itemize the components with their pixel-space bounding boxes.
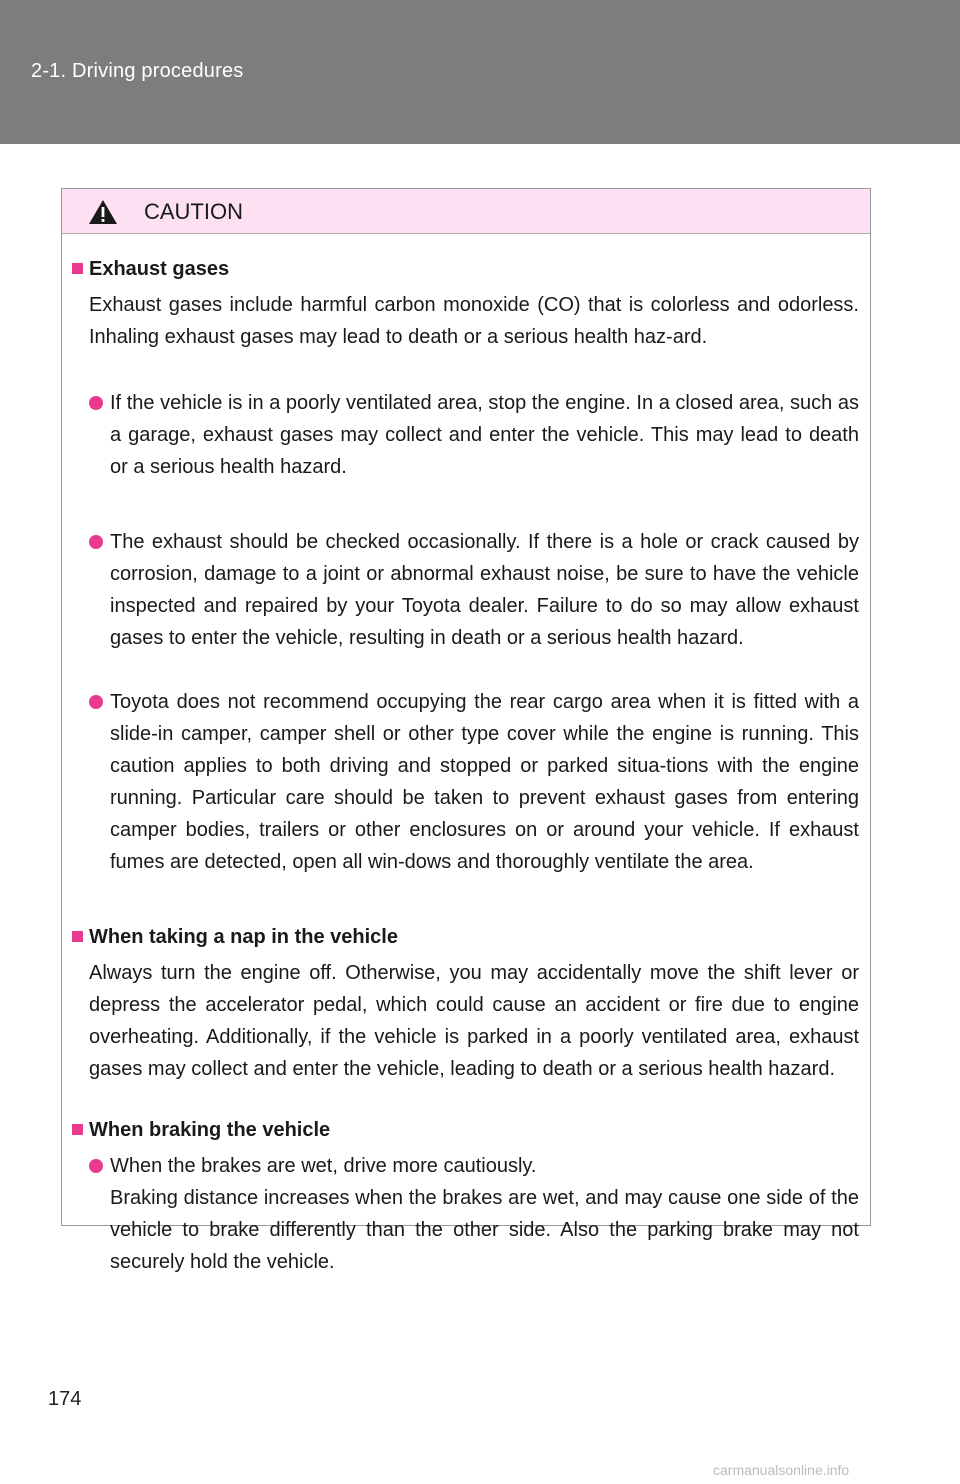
section-heading-braking: When braking the vehicle — [89, 1119, 331, 1141]
section-heading-exhaust: Exhaust gases — [89, 258, 230, 280]
bullet-braking-detail: Braking distance increases when the brakes are wet, and may cause one side of the vehicle to brake differently than the other side. Also the parking brake may not securely hold the vehicle. — [110, 1187, 859, 1273]
bullet-dot-icon — [89, 396, 103, 410]
bullet-dot-icon — [89, 535, 103, 549]
warning-triangle-icon — [88, 199, 118, 225]
bullet-exhaust-1: If the vehicle is in a poorly ventilated area, stop the engine. In a closed area, such as a garage, exhaust gases may collect and enter the vehicle. This may lead to death or a serious health hazard. — [110, 392, 859, 478]
section-title: 2-1. Driving procedures — [31, 60, 244, 82]
caution-header — [62, 189, 870, 234]
caution-box — [61, 188, 871, 1273]
bullet-dot-icon — [89, 1159, 103, 1173]
section-intro-exhaust: Exhaust gases include harmful carbon monoxide (CO) that is colorless and odorless. Inhaling exhaust gases may lead to death or a serious health haz-ard. — [89, 294, 859, 348]
section-marker-icon — [72, 263, 83, 274]
watermark: carmanualsonline.info — [713, 1462, 850, 1478]
bullet-exhaust-2: The exhaust should be checked occasionally. If there is a hole or crack caused by corrosion, damage to a joint or abnormal exhaust noise, be sure to have the vehicle inspected and repaired by your Toyota dealer. Failure to do so may allow exhaust gases to enter the vehicle, resulting in death or a serious health hazard. — [110, 531, 859, 649]
bullet-exhaust-3: Toyota does not recommend occupying the rear cargo area when it is fitted with a slide-in camper, camper shell or other type cover while the engine is running. This caution applies to both driving and stopped or parked situa-tions with the engine running. Particular care should be taken to prevent exhaust gases from entering camper bodies, trailers or other enclosures on or around your vehicle. If exhaust fumes are detected, open all win-dows and thoroughly ventilate the area. — [110, 691, 859, 873]
bullet-dot-icon — [89, 695, 103, 709]
section-intro-nap: Always turn the engine off. Otherwise, you may accidentally move the shift lever or depress the accelerator pedal, which could cause an accident or fire due to engine overheating. Additionally, if the vehicle is parked in a poorly ventilated area, exhaust gases may collect and enter the vehicle, leading to death or a serious health hazard. — [89, 962, 859, 1080]
page-number: 174 — [48, 1388, 82, 1410]
section-marker-icon — [72, 1124, 83, 1135]
caution-title: CAUTION — [144, 199, 243, 224]
section-heading-nap: When taking a nap in the vehicle — [89, 926, 398, 948]
bullet-braking-1: When the brakes are wet, drive more cautiously. — [110, 1155, 537, 1177]
page-header — [0, 0, 960, 144]
section-marker-icon — [72, 931, 83, 942]
